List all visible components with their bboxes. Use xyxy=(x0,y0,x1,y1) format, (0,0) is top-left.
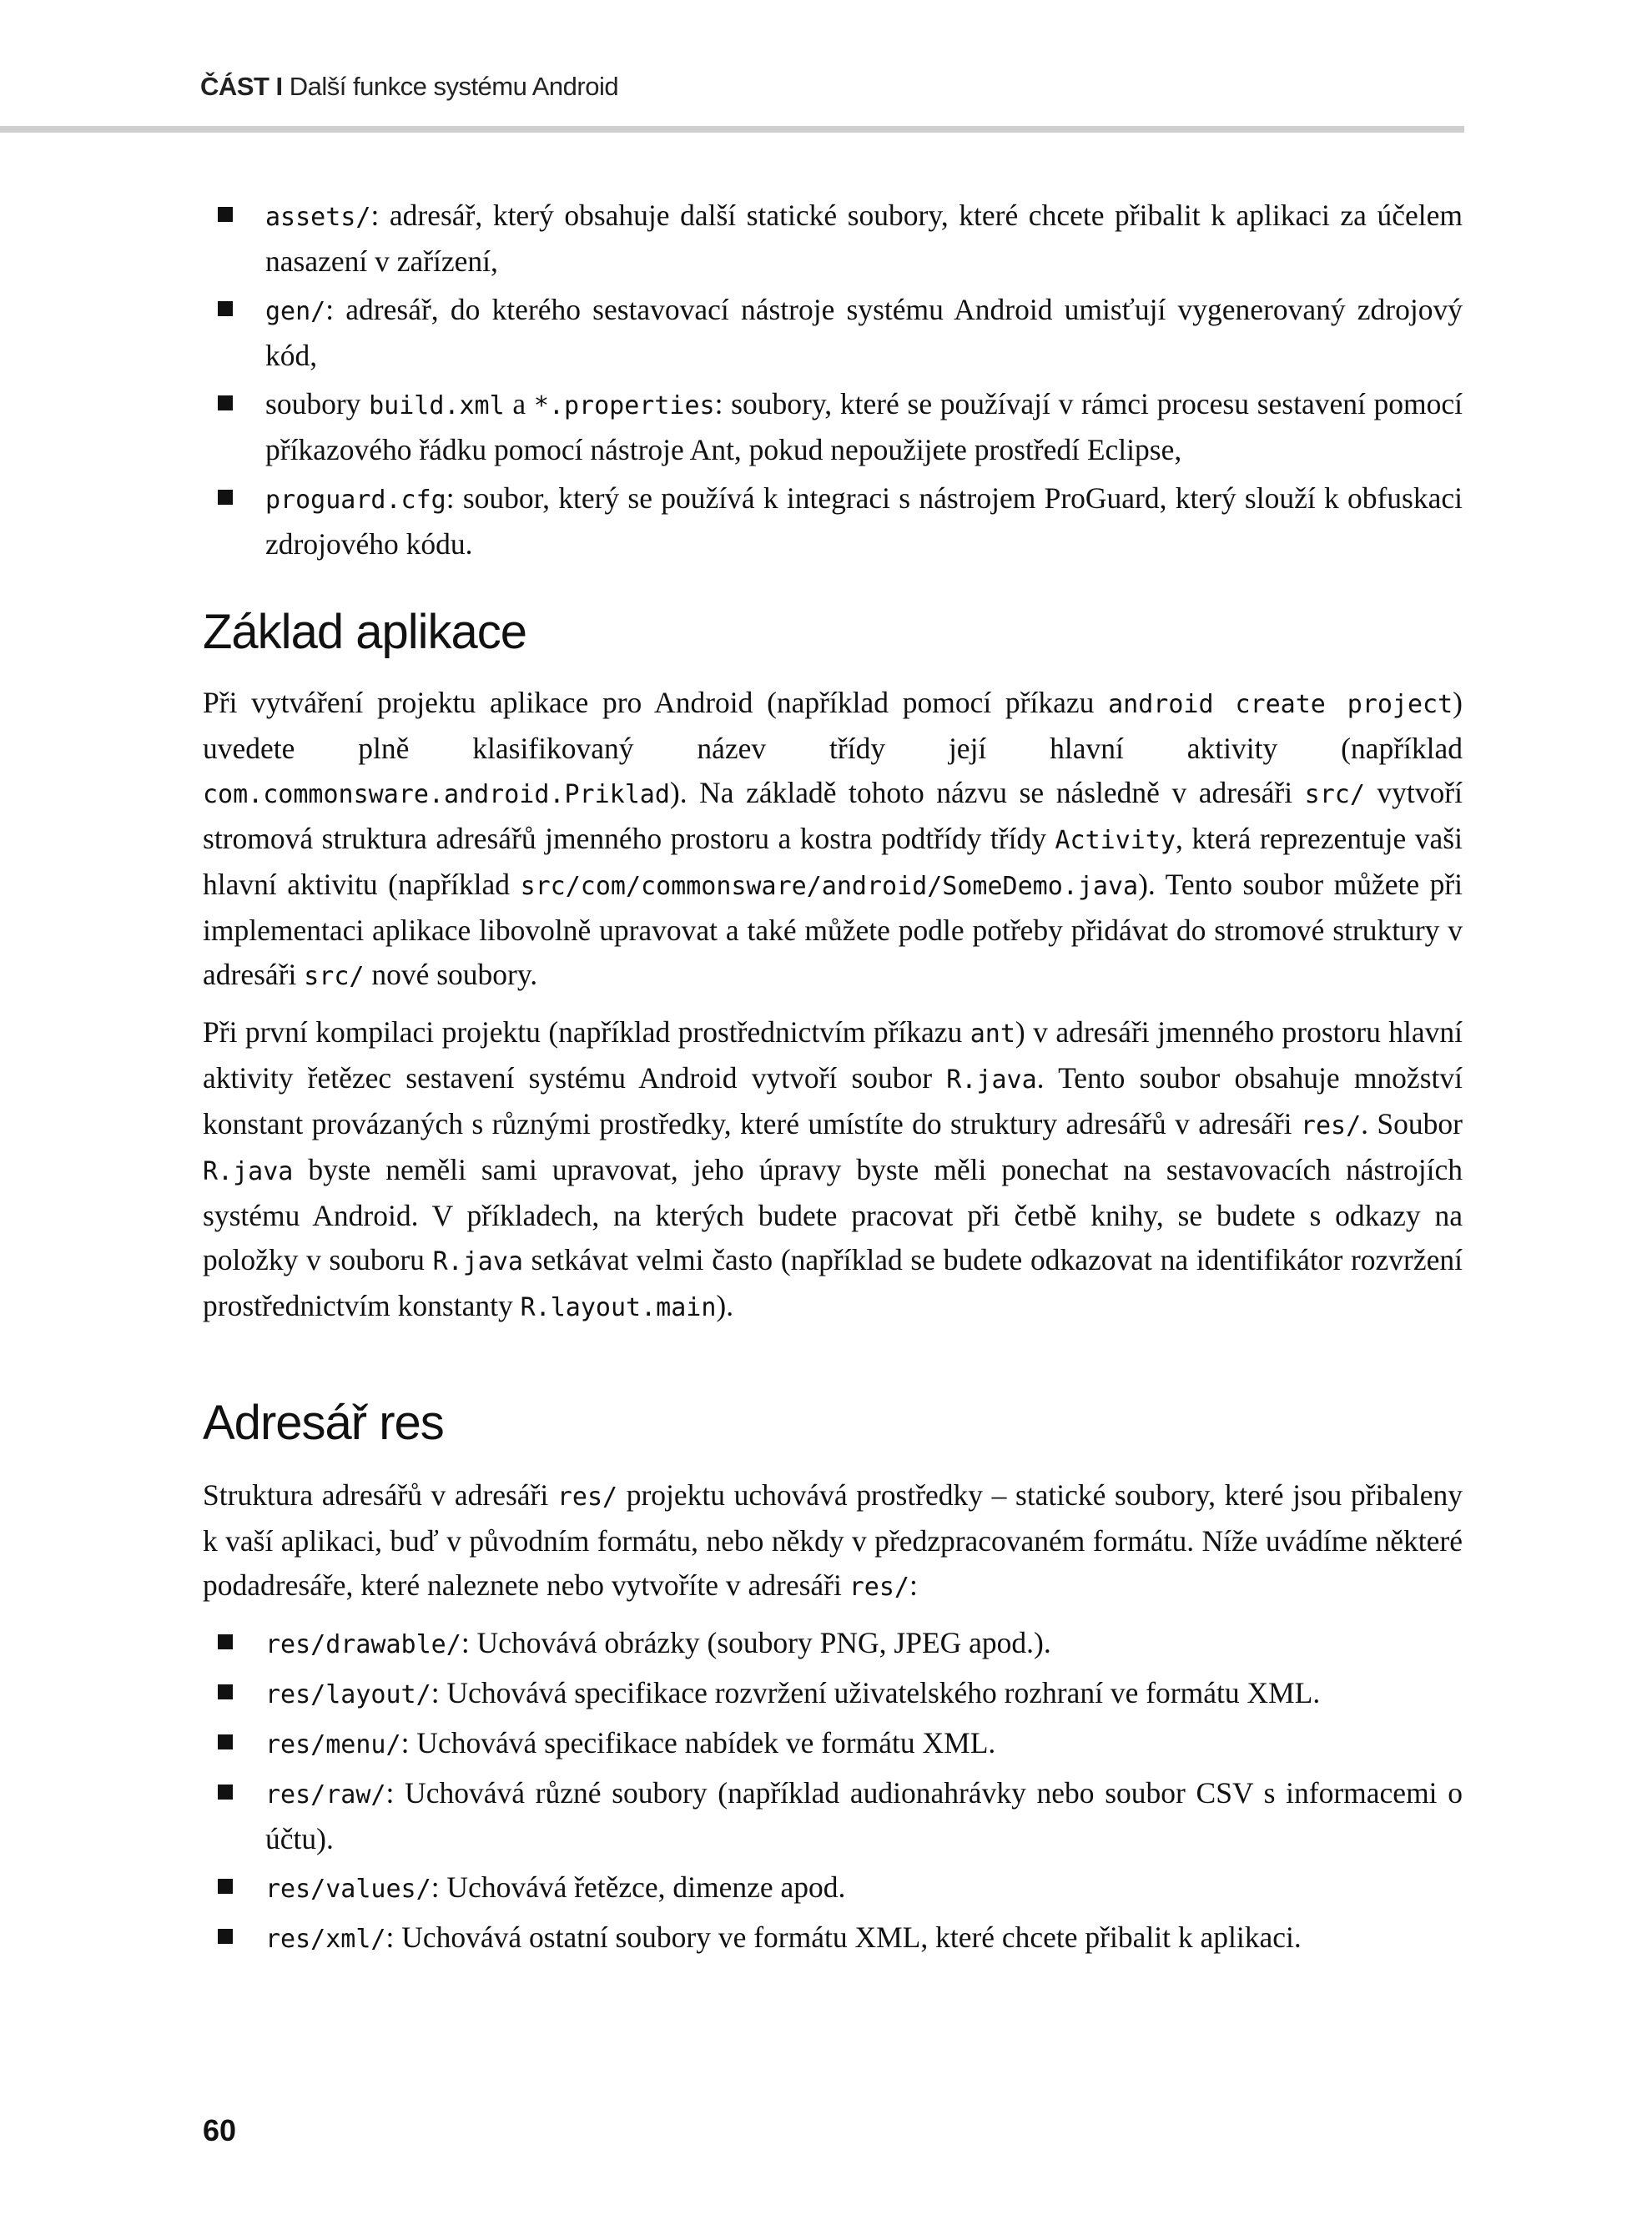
inline-code: R.layout.main xyxy=(520,1293,717,1322)
text-run: ) v adresáři jmenného prostoru hlavní aktivity řetězec sestavení systému Android vytvoří soubor xyxy=(203,1015,1463,1095)
text-run: projektu uchovává prostředky – statické soubory, které jsou přibaleny k vaší aplikaci, buď v původním formátu, nebo někdy v předzpracovaném formátu. Níže uvádíme některé podadresáře, které naleznete nebo vytvoříte v adresáři xyxy=(203,1478,1463,1602)
inline-code: res/raw/ xyxy=(265,1780,386,1810)
text-run: nové soubory. xyxy=(364,958,538,991)
list-item xyxy=(203,194,1463,284)
square-bullet-icon xyxy=(218,1634,233,1649)
inline-code: src/com/commonsware/android/SomeDemo.java xyxy=(520,872,1139,901)
list-item xyxy=(203,382,1463,472)
inline-code: assets/ xyxy=(265,203,371,232)
text-run: ). Tento soubor můžete při implementaci aplikace libovolně upravovat a také můžete podle potřeby přidávat do stromové struktury v adresáři xyxy=(203,868,1463,991)
inline-code: gen/ xyxy=(265,297,326,326)
list-item xyxy=(203,288,1463,378)
inline-code: res/xml/ xyxy=(265,1925,386,1954)
inline-code: proguard.cfg xyxy=(265,486,446,515)
square-bullet-icon xyxy=(218,490,233,505)
section-heading-zaklad: Základ aplikace xyxy=(203,605,526,659)
text-run: : soubor, který se používá k integraci s nástrojem ProGuard, který slouží k obfuskaci zdrojového kódu. xyxy=(265,481,1463,561)
list-item xyxy=(203,1721,1463,1767)
inline-code: build.xml xyxy=(369,391,505,420)
square-bullet-icon xyxy=(218,207,233,222)
inline-code: R.java xyxy=(432,1247,523,1276)
inline-code: res/ xyxy=(849,1573,909,1602)
square-bullet-icon xyxy=(218,1734,233,1749)
inline-code: res/values/ xyxy=(265,1875,431,1904)
text-run: soubory xyxy=(265,387,370,420)
inline-code: res/layout/ xyxy=(265,1680,431,1709)
square-bullet-icon xyxy=(218,301,233,316)
text-run: setkávat velmi často (například se budete odkazovat na identifikátor rozvržení prostřednictvím konstanty xyxy=(203,1243,1463,1322)
inline-code: R.java xyxy=(946,1065,1037,1095)
inline-code: com.commonsware.android.Priklad xyxy=(203,780,670,809)
page-number: 60 xyxy=(203,2113,237,2147)
text-run: ). Na základě tohoto názvu se následně v adresáři xyxy=(669,776,1305,809)
inline-code: res/menu/ xyxy=(265,1730,401,1759)
running-header xyxy=(200,72,618,102)
inline-code: res/ xyxy=(1300,1111,1362,1140)
text-run: : Uchovává obrázky (soubory PNG, JPEG apod.). xyxy=(461,1626,1051,1659)
section-body-zaklad xyxy=(203,681,1463,1342)
text-run: . Soubor xyxy=(1361,1107,1463,1140)
text-run: : adresář, který obsahuje další statické soubory, které chcete přibalit k aplikaci za účelem nasazení v zařízení, xyxy=(265,199,1463,278)
inline-code: *.properties xyxy=(533,391,715,420)
inline-code: res/drawable/ xyxy=(265,1630,461,1659)
list-item xyxy=(203,476,1463,566)
square-bullet-icon xyxy=(218,1785,233,1800)
inline-code: android create project xyxy=(1108,690,1453,719)
square-bullet-icon xyxy=(218,1684,233,1699)
header-rule xyxy=(0,126,1464,133)
list-item xyxy=(203,1771,1463,1861)
text-run: Při první kompilaci projektu (například prostřednictvím příkazu xyxy=(203,1015,970,1049)
inline-code: R.java xyxy=(203,1157,294,1186)
section-body-res xyxy=(203,1473,1463,1966)
chapter-title: Další funkce systému Android xyxy=(289,72,619,101)
text-run: : Uchovává řetězce, dimenze apod. xyxy=(431,1870,846,1904)
list-item xyxy=(203,1621,1463,1667)
list-item xyxy=(203,1671,1463,1717)
file-list xyxy=(203,194,1463,571)
text-run: Při vytváření projektu aplikace pro Android (například pomocí příkazu xyxy=(203,686,1109,719)
section-heading-res: Adresář res xyxy=(203,1396,444,1450)
text-run: : Uchovává ostatní soubory ve formátu XML, které chcete přibalit k aplikaci. xyxy=(385,1921,1302,1954)
text-run: : Uchovává různé soubory (například audionahrávky nebo soubor CSV s informacemi o účtu). xyxy=(265,1776,1463,1855)
list-item xyxy=(203,1865,1463,1911)
square-bullet-icon xyxy=(218,1879,233,1894)
inline-code: ant xyxy=(970,1019,1015,1049)
text-run: byste neměli sami upravovat, jeho úpravy byste měli ponechat na sestavovacích nástrojích systému Android. V příkladech, na kterých budete pracovat při četbě knihy, se budete s odkazy na položky v souboru xyxy=(203,1153,1463,1276)
text-run: . Tento soubor obsahuje množství konstant provázaných s různými prostředky, které umístíte do struktury adresářů v adresáři xyxy=(203,1061,1463,1140)
part-label: ČÁST I xyxy=(200,72,283,101)
paragraph xyxy=(203,681,1463,999)
inline-code: res/ xyxy=(557,1483,618,1512)
text-run: : soubory, které se používají v rámci procesu sestavení pomocí příkazového řádku pomocí nástroje Ant, pokud nepoužijete prostředí Eclipse, xyxy=(265,387,1463,466)
paragraph xyxy=(203,1010,1463,1330)
square-bullet-icon xyxy=(218,395,233,410)
text-run: Struktura adresářů v adresáři xyxy=(203,1478,557,1512)
text-run: : Uchovává specifikace nabídek ve formátu XML. xyxy=(400,1726,996,1759)
inline-code: Activity xyxy=(1055,826,1176,855)
text-run: a xyxy=(504,387,534,420)
inline-code: src/ xyxy=(304,962,365,991)
text-run: , která reprezentuje vaši hlavní aktivitu (například xyxy=(203,822,1463,901)
paragraph xyxy=(203,1473,1463,1609)
inline-code: src/ xyxy=(1304,780,1365,809)
text-run: ). xyxy=(716,1289,734,1322)
text-run: ) uvedete plně klasifikovaný název třídy její hlavní aktivity (například xyxy=(203,686,1463,765)
text-run: : xyxy=(909,1568,918,1602)
square-bullet-icon xyxy=(218,1929,233,1944)
list-item xyxy=(203,1915,1463,1961)
text-run: : Uchovává specifikace rozvržení uživatelského rozhraní ve formátu XML. xyxy=(431,1676,1321,1709)
text-run: : adresář, do kterého sestavovací nástroje systému Android umisťují vygenerovaný zdrojový kód, xyxy=(265,293,1463,372)
text-run: vytvoří stromová struktura adresářů jmenného prostoru a kostra podtřídy třídy xyxy=(203,776,1463,855)
